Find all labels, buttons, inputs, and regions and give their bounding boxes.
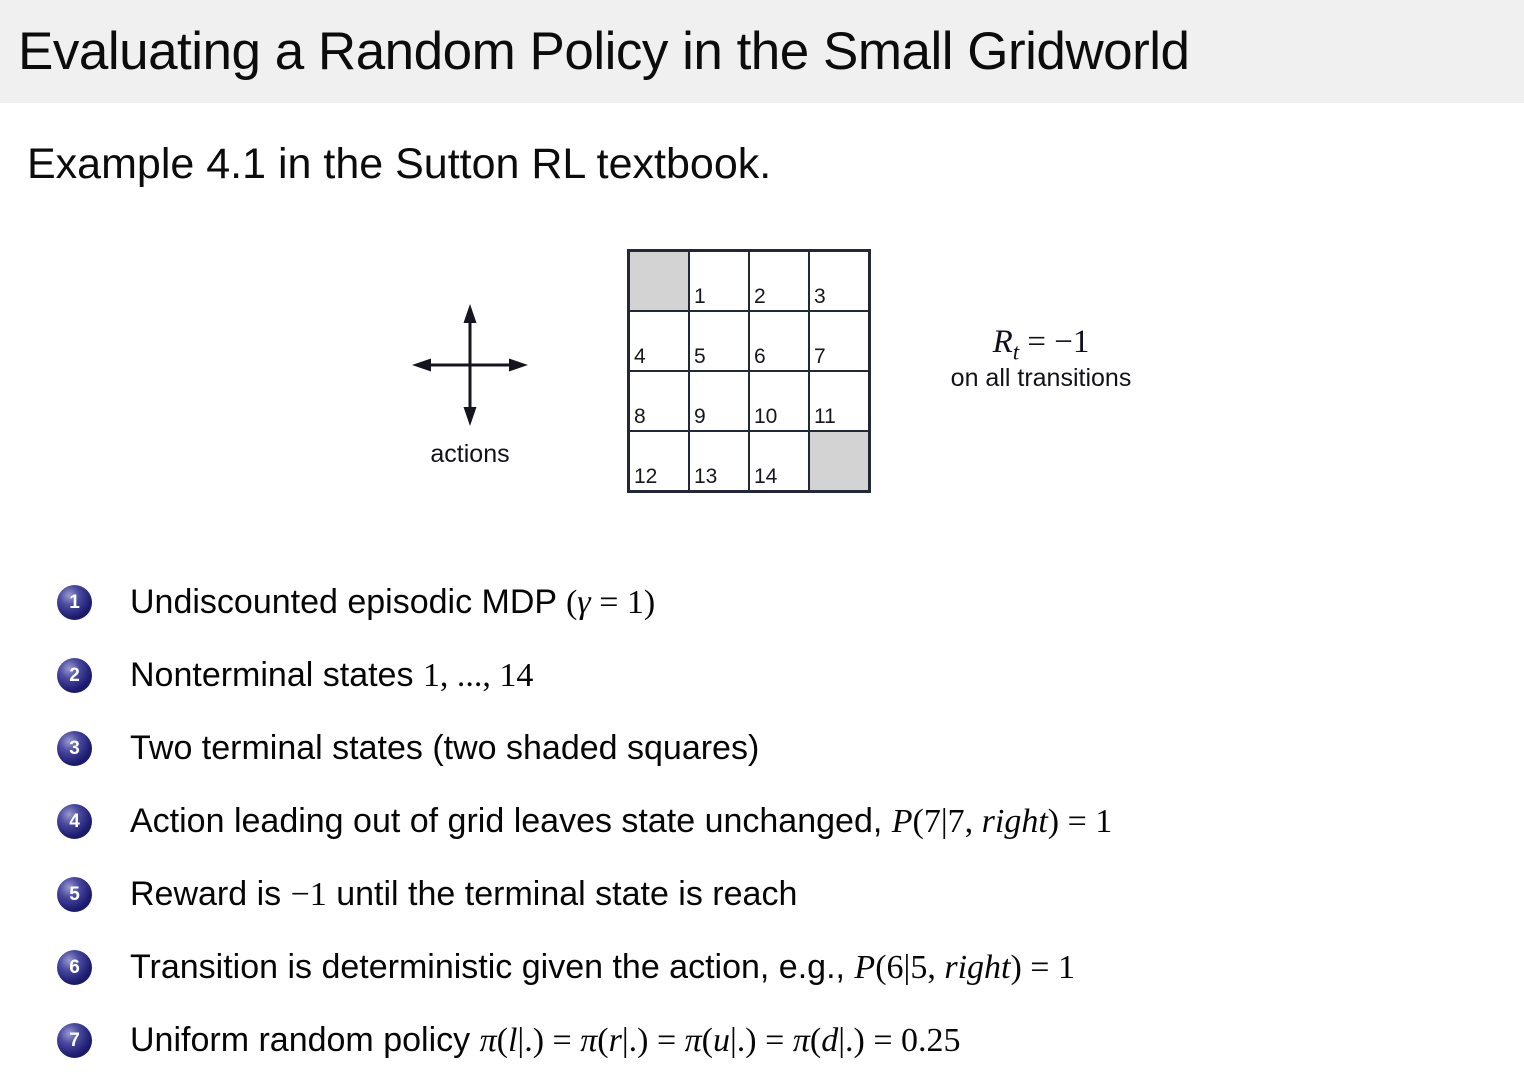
- text-segment: |.) =: [517, 1022, 581, 1059]
- item-number-badge: 7: [57, 1023, 92, 1058]
- item-number-badge: 4: [57, 804, 92, 839]
- grid-cell: 2: [750, 252, 808, 310]
- reward-equation: [926, 324, 1156, 365]
- item-number-badge: 2: [57, 658, 92, 693]
- text-segment: Transition is deterministic given the action, e.g.,: [130, 948, 855, 986]
- actions-label: actions: [430, 440, 510, 468]
- subtitle: Example 4.1 in the Sutton RL textbook.: [27, 140, 772, 188]
- text-segment: |.) =: [621, 1022, 685, 1059]
- grid-cell: 3: [810, 252, 868, 310]
- text-segment: Uniform random policy: [130, 1021, 480, 1059]
- text-segment: (: [496, 1022, 508, 1059]
- grid-cell-terminal: [630, 252, 688, 310]
- actions-cross-icon: [412, 304, 528, 426]
- grid-cell: 7: [810, 312, 868, 370]
- text-segment: (: [597, 1022, 609, 1059]
- text-segment: −1: [290, 876, 327, 913]
- list-item-text: [130, 729, 759, 768]
- text-segment: d: [821, 1022, 839, 1059]
- text-segment: P: [854, 949, 876, 986]
- text-segment: P: [891, 803, 913, 840]
- text-segment: π: [792, 1022, 810, 1059]
- text-segment: (: [565, 584, 578, 621]
- list-item-text: [130, 948, 1075, 987]
- text-segment: right: [944, 949, 1011, 986]
- item-number-badge: 6: [57, 950, 92, 985]
- text-segment: ) = 1: [1047, 803, 1113, 840]
- reward-value: = −1: [1019, 324, 1090, 360]
- text-segment: π: [479, 1022, 497, 1059]
- list-item: [57, 931, 1112, 1004]
- list-item: [57, 712, 1112, 785]
- item-number-badge: 5: [57, 877, 92, 912]
- grid-cell: 11: [810, 372, 868, 430]
- text-segment: |.) =: [730, 1022, 793, 1059]
- text-segment: l: [507, 1022, 518, 1059]
- text-segment: Reward is: [130, 875, 291, 913]
- reward-subscript: t: [1012, 338, 1020, 365]
- grid-cell: 9: [690, 372, 748, 430]
- grid-cell: 10: [750, 372, 808, 430]
- item-number-badge: 3: [57, 731, 92, 766]
- list-item-text: [130, 1021, 961, 1060]
- grid-cell: 1: [690, 252, 748, 310]
- text-segment: Action leading out of grid leaves state unchanged,: [130, 802, 892, 840]
- text-segment: (7|7,: [912, 803, 982, 840]
- grid-cell: 13: [690, 432, 748, 490]
- list-item-text: [130, 656, 533, 695]
- text-segment: r: [608, 1022, 622, 1059]
- item-number-badge: 1: [57, 585, 92, 620]
- text-segment: right: [981, 803, 1048, 840]
- text-segment: ) = 1: [1010, 949, 1075, 986]
- title-bar: [0, 0, 1524, 103]
- text-segment: Two terminal states (two shaded squares): [130, 729, 760, 767]
- gridworld-grid: [627, 249, 871, 493]
- list-item: [57, 566, 1112, 639]
- text-segment: (: [701, 1022, 713, 1059]
- actions-figure: [412, 304, 528, 426]
- text-segment: γ: [577, 584, 591, 621]
- grid-cell: 14: [750, 432, 808, 490]
- page-title: Evaluating a Random Policy in the Small Gridworld: [18, 22, 1190, 81]
- text-segment: (: [809, 1022, 822, 1059]
- text-segment: (6|5,: [875, 949, 945, 986]
- enumerated-list: [57, 566, 1112, 1077]
- text-segment: until the terminal state is reach: [326, 875, 798, 913]
- text-segment: Undiscounted episodic MDP: [130, 583, 566, 621]
- reward-formula: [926, 324, 1156, 393]
- list-item: [57, 639, 1112, 712]
- list-item-text: [130, 875, 797, 914]
- text-segment: π: [580, 1022, 598, 1059]
- grid-cell: 12: [630, 432, 688, 490]
- list-item: [57, 785, 1112, 858]
- list-item-text: [130, 583, 655, 622]
- grid-cell-terminal: [810, 432, 868, 490]
- reward-symbol: R: [992, 324, 1013, 360]
- list-item: [57, 1004, 1112, 1077]
- text-segment: = 1): [590, 584, 656, 621]
- grid-cell: 6: [750, 312, 808, 370]
- list-item-text: [130, 802, 1112, 841]
- grid-cell: 5: [690, 312, 748, 370]
- grid-cell: 8: [630, 372, 688, 430]
- text-segment: 1, ..., 14: [422, 657, 534, 694]
- text-segment: π: [684, 1022, 702, 1059]
- text-segment: Nonterminal states: [130, 656, 423, 694]
- text-segment: |.) = 0.25: [838, 1022, 961, 1059]
- grid-cell: 4: [630, 312, 688, 370]
- text-segment: u: [713, 1022, 730, 1059]
- reward-caption: on all transitions: [950, 364, 1132, 392]
- list-item: [57, 858, 1112, 931]
